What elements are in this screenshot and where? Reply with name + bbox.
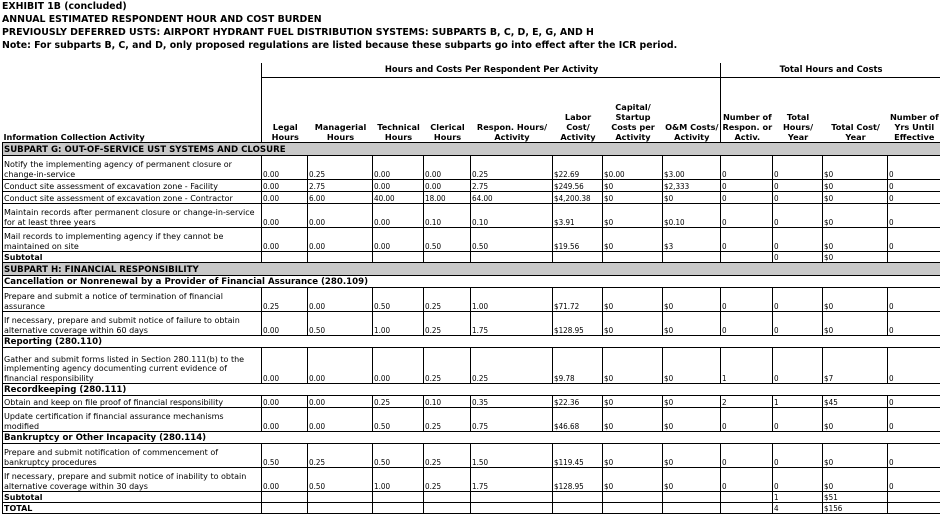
technical-cell: 0.50: [373, 408, 424, 432]
activity-cell: Notify the implementing agency of permanent closure or change-in-service: [3, 156, 262, 180]
total-hours-cell: 0: [773, 468, 823, 492]
exhibit-subtitle: ANNUAL ESTIMATED RESPONDENT HOUR AND COST BURDEN: [2, 14, 322, 25]
total-cost-cell: $0: [823, 180, 888, 192]
total-cost-cell: $156: [823, 503, 888, 514]
respon-hours-cell: 0.35: [471, 396, 553, 408]
exhibit-scope: PREVIOUSLY DEFERRED USTS: AIRPORT HYDRANT FUEL DISTRIBUTION SYSTEMS: SUBPARTS B, C, D, E, G, AND H: [2, 27, 594, 38]
num-yrs-cell: [888, 492, 940, 503]
respon-hours-cell: 64.00: [471, 192, 553, 204]
technical-cell: 40.00: [373, 192, 424, 204]
managerial-cell: 0.00: [308, 396, 373, 408]
activity-cell: Update certification if financial assurance mechanisms modified: [3, 408, 262, 432]
exhibit-title: EXHIBIT 1B (concluded): [2, 1, 127, 12]
om-cell: $0: [663, 468, 721, 492]
num-yrs-cell: 0: [888, 156, 940, 180]
capital-cell: $0: [603, 408, 663, 432]
total-cost-cell: $0: [823, 156, 888, 180]
labor-cell: $128.95: [553, 468, 603, 492]
capital-cell: $0: [603, 204, 663, 228]
legal-cell: 0.00: [262, 396, 308, 408]
legal-cell: 0.00: [262, 204, 308, 228]
clerical-cell: 0.25: [424, 444, 471, 468]
capital-cell: $0: [603, 348, 663, 384]
burden-table: [2, 63, 940, 514]
managerial-cell: 0.00: [308, 204, 373, 228]
clerical-cell: 0.25: [424, 468, 471, 492]
col-header-capital: Capital/ Startup Costs per Activity: [611, 102, 655, 142]
managerial-cell: 0.00: [308, 408, 373, 432]
activity-cell: Mail records to implementing agency if they cannot be maintained on site: [3, 228, 262, 252]
section-label: SUBPART H: FINANCIAL RESPONSIBILITY: [3, 263, 940, 276]
group-header-row: [3, 63, 940, 78]
managerial-cell: [308, 492, 373, 503]
num-respon-cell: 0: [721, 288, 773, 312]
group-header-row: [3, 276, 940, 288]
clerical-cell: [424, 492, 471, 503]
technical-cell: 0.00: [373, 156, 424, 180]
capital-cell: $0: [603, 180, 663, 192]
capital-cell: $0: [603, 312, 663, 336]
clerical-cell: 0.25: [424, 408, 471, 432]
legal-cell: 0.00: [262, 468, 308, 492]
legal-cell: 0.00: [262, 228, 308, 252]
table-row: [3, 348, 940, 384]
om-cell: $0: [663, 408, 721, 432]
group-label: Reporting (280.110): [3, 336, 940, 348]
total-hours-cell: 1: [773, 492, 823, 503]
num-respon-cell: 0: [721, 228, 773, 252]
col-header-technical: Technical Hours: [377, 122, 420, 142]
activity-cell: Conduct site assessment of excavation zone - Contractor: [3, 192, 262, 204]
total-hours-cell: 0: [773, 288, 823, 312]
column-header-row: [3, 78, 940, 143]
technical-cell: 0.00: [373, 228, 424, 252]
om-cell: $0.10: [663, 204, 721, 228]
technical-cell: 1.00: [373, 468, 424, 492]
clerical-cell: 0.25: [424, 312, 471, 336]
num-yrs-cell: 0: [888, 468, 940, 492]
managerial-cell: 2.75: [308, 180, 373, 192]
total-cost-cell: $45: [823, 396, 888, 408]
labor-cell: $71.72: [553, 288, 603, 312]
clerical-cell: [424, 503, 471, 514]
table-row: [3, 156, 940, 180]
legal-cell: 0.00: [262, 312, 308, 336]
activity-cell: Subtotal: [3, 252, 262, 263]
respon-hours-cell: [471, 503, 553, 514]
total-cost-cell: $0: [823, 408, 888, 432]
managerial-cell: 0.50: [308, 468, 373, 492]
num-yrs-cell: [888, 503, 940, 514]
table-row: [3, 444, 940, 468]
om-cell: $0: [663, 192, 721, 204]
total-cost-cell: $0: [823, 312, 888, 336]
clerical-cell: 0.10: [424, 396, 471, 408]
num-respon-cell: 0: [721, 192, 773, 204]
labor-cell: $128.95: [553, 312, 603, 336]
col-header-activity: Information Collection Activity: [3, 132, 145, 142]
total-hours-cell: 0: [773, 228, 823, 252]
activity-cell: TOTAL: [3, 503, 262, 514]
group-header-per-respondent: Hours and Costs Per Respondent Per Activity: [262, 63, 721, 78]
exhibit-note: Note: For subparts B, C, and D, only proposed regulations are listed because these subparts go into effect after the ICR period.: [2, 40, 678, 51]
total-hours-cell: 4: [773, 503, 823, 514]
respon-hours-cell: 1.50: [471, 444, 553, 468]
technical-cell: 0.00: [373, 348, 424, 384]
num-respon-cell: [721, 492, 773, 503]
group-label: Cancellation or Nonrenewal by a Provider of Financial Assurance (280.109): [3, 276, 940, 288]
capital-cell: [603, 252, 663, 263]
managerial-cell: 6.00: [308, 192, 373, 204]
total-cost-cell: $7: [823, 348, 888, 384]
table-row: [3, 408, 940, 432]
om-cell: [663, 252, 721, 263]
managerial-cell: 0.00: [308, 228, 373, 252]
total-cost-cell: $0: [823, 288, 888, 312]
labor-cell: $9.78: [553, 348, 603, 384]
respon-hours-cell: 1.00: [471, 288, 553, 312]
table-row: [3, 396, 940, 408]
total-cost-cell: $0: [823, 444, 888, 468]
labor-cell: $3.91: [553, 204, 603, 228]
clerical-cell: 18.00: [424, 192, 471, 204]
technical-cell: 0.00: [373, 204, 424, 228]
technical-cell: 0.00: [373, 180, 424, 192]
col-header-managerial: Managerial Hours: [314, 122, 367, 142]
labor-cell: [553, 503, 603, 514]
num-yrs-cell: 0: [888, 444, 940, 468]
activity-cell: If necessary, prepare and submit notice of inability to obtain alternative coverage within 30 days: [3, 468, 262, 492]
num-yrs-cell: 0: [888, 204, 940, 228]
table-row: [3, 204, 940, 228]
legal-cell: 0.00: [262, 156, 308, 180]
clerical-cell: 0.10: [424, 204, 471, 228]
num-respon-cell: 0: [721, 468, 773, 492]
col-header-total-cost: Total Cost/ Year: [831, 122, 880, 142]
group-header-row: [3, 432, 940, 444]
num-respon-cell: 1: [721, 348, 773, 384]
total-hours-cell: 0: [773, 444, 823, 468]
num-respon-cell: 0: [721, 312, 773, 336]
num-respon-cell: 0: [721, 180, 773, 192]
subtotal-row: [3, 492, 940, 503]
labor-cell: [553, 492, 603, 503]
total-hours-cell: 0: [773, 408, 823, 432]
num-respon-cell: 0: [721, 408, 773, 432]
respon-hours-cell: 0.25: [471, 156, 553, 180]
managerial-cell: [308, 252, 373, 263]
section-header-row: [3, 263, 940, 276]
technical-cell: 0.50: [373, 288, 424, 312]
activity-cell: Obtain and keep on file proof of financial responsibility: [3, 396, 262, 408]
labor-cell: $119.45: [553, 444, 603, 468]
total-hours-cell: 0: [773, 156, 823, 180]
technical-cell: [373, 503, 424, 514]
clerical-cell: 0.00: [424, 156, 471, 180]
col-header-om: O&M Costs/ Activity: [665, 122, 719, 142]
respon-hours-cell: 0.10: [471, 204, 553, 228]
num-yrs-cell: 0: [888, 288, 940, 312]
labor-cell: [553, 252, 603, 263]
managerial-cell: [308, 503, 373, 514]
managerial-cell: 0.00: [308, 288, 373, 312]
legal-cell: 0.25: [262, 288, 308, 312]
managerial-cell: 0.25: [308, 444, 373, 468]
respon-hours-cell: 1.75: [471, 468, 553, 492]
respon-hours-cell: [471, 252, 553, 263]
total-hours-cell: 0: [773, 312, 823, 336]
legal-cell: 0.00: [262, 408, 308, 432]
clerical-cell: 0.00: [424, 180, 471, 192]
technical-cell: 0.25: [373, 396, 424, 408]
total-cost-cell: $0: [823, 192, 888, 204]
managerial-cell: 0.25: [308, 156, 373, 180]
activity-cell: Gather and submit forms listed in Section 280.111(b) to the implementing agency documenting current evidence of financial responsibility: [3, 348, 262, 384]
table-row: [3, 180, 940, 192]
num-yrs-cell: 0: [888, 396, 940, 408]
total-cost-cell: $0: [823, 468, 888, 492]
legal-cell: 0.00: [262, 180, 308, 192]
labor-cell: $22.36: [553, 396, 603, 408]
activity-cell: Conduct site assessment of excavation zone - Facility: [3, 180, 262, 192]
table-row: [3, 468, 940, 492]
num-respon-cell: 0: [721, 204, 773, 228]
num-respon-cell: 0: [721, 156, 773, 180]
capital-cell: $0: [603, 192, 663, 204]
om-cell: $3: [663, 228, 721, 252]
col-header-num-yrs: Number of Yrs Until Effective: [888, 78, 940, 143]
legal-cell: [262, 492, 308, 503]
activity-cell: Prepare and submit notification of commencement of bankruptcy procedures: [3, 444, 262, 468]
om-cell: $0: [663, 312, 721, 336]
legal-cell: [262, 503, 308, 514]
num-yrs-cell: 0: [888, 228, 940, 252]
total-cost-cell: $51: [823, 492, 888, 503]
respon-hours-cell: 0.50: [471, 228, 553, 252]
num-yrs-cell: [888, 252, 940, 263]
col-header-labor: Labor Cost/ Activity: [560, 112, 596, 142]
respon-hours-cell: 1.75: [471, 312, 553, 336]
group-label: Bankruptcy or Other Incapacity (280.114): [3, 432, 940, 444]
capital-cell: $0: [603, 288, 663, 312]
capital-cell: $0: [603, 228, 663, 252]
labor-cell: $4,200.38: [553, 192, 603, 204]
total-hours-cell: 0: [773, 348, 823, 384]
group-header-row: [3, 336, 940, 348]
num-respon-cell: 0: [721, 444, 773, 468]
om-cell: $0: [663, 396, 721, 408]
respon-hours-cell: 0.75: [471, 408, 553, 432]
col-header-legal: Legal Hours: [262, 78, 308, 143]
group-header-totals: Total Hours and Costs: [721, 63, 940, 78]
table-row: [3, 288, 940, 312]
legal-cell: 0.00: [262, 348, 308, 384]
om-cell: $0: [663, 444, 721, 468]
activity-cell: Subtotal: [3, 492, 262, 503]
table-row: [3, 192, 940, 204]
technical-cell: 0.50: [373, 444, 424, 468]
total-cost-cell: $0: [823, 204, 888, 228]
om-cell: $0: [663, 288, 721, 312]
clerical-cell: [424, 252, 471, 263]
col-header-clerical: Clerical Hours: [430, 122, 465, 142]
respon-hours-cell: [471, 492, 553, 503]
total-hours-cell: 0: [773, 180, 823, 192]
om-cell: $3.00: [663, 156, 721, 180]
num-yrs-cell: 0: [888, 180, 940, 192]
legal-cell: [262, 252, 308, 263]
group-header-row: [3, 384, 940, 396]
total-hours-cell: 0: [773, 192, 823, 204]
technical-cell: [373, 252, 424, 263]
capital-cell: $0.00: [603, 156, 663, 180]
technical-cell: [373, 492, 424, 503]
table-row: [3, 312, 940, 336]
col-header-num-respon: Number of Respon. or Activ.: [721, 78, 773, 143]
managerial-cell: 0.50: [308, 312, 373, 336]
om-cell: $0: [663, 348, 721, 384]
num-yrs-cell: 0: [888, 192, 940, 204]
group-label: Recordkeeping (280.111): [3, 384, 940, 396]
subtotal-row: [3, 252, 940, 263]
total-cost-cell: $0: [823, 252, 888, 263]
capital-cell: $0: [603, 396, 663, 408]
labor-cell: $249.56: [553, 180, 603, 192]
total-hours-cell: 1: [773, 396, 823, 408]
labor-cell: $22.69: [553, 156, 603, 180]
clerical-cell: 0.25: [424, 348, 471, 384]
capital-cell: [603, 492, 663, 503]
om-cell: [663, 492, 721, 503]
total-hours-cell: 0: [773, 204, 823, 228]
clerical-cell: 0.25: [424, 288, 471, 312]
activity-cell: If necessary, prepare and submit notice of failure to obtain alternative coverage within 60 days: [3, 312, 262, 336]
capital-cell: $0: [603, 468, 663, 492]
respon-hours-cell: 2.75: [471, 180, 553, 192]
om-cell: $2,333: [663, 180, 721, 192]
technical-cell: 1.00: [373, 312, 424, 336]
om-cell: [663, 503, 721, 514]
legal-cell: 0.50: [262, 444, 308, 468]
activity-cell: Maintain records after permanent closure or change-in-service for at least three years: [3, 204, 262, 228]
num-respon-cell: 2: [721, 396, 773, 408]
num-respon-cell: [721, 252, 773, 263]
section-label: SUBPART G: OUT-OF-SERVICE UST SYSTEMS AND CLOSURE: [3, 143, 940, 156]
section-header-row: [3, 143, 940, 156]
num-yrs-cell: 0: [888, 408, 940, 432]
labor-cell: $19.56: [553, 228, 603, 252]
labor-cell: $46.68: [553, 408, 603, 432]
total-cost-cell: $0: [823, 228, 888, 252]
respon-hours-cell: 0.25: [471, 348, 553, 384]
col-header-total-hours: Total Hours/ Year: [782, 112, 814, 142]
activity-cell: Prepare and submit a notice of termination of financial assurance: [3, 288, 262, 312]
num-respon-cell: [721, 503, 773, 514]
total-hours-cell: 0: [773, 252, 823, 263]
clerical-cell: 0.50: [424, 228, 471, 252]
num-yrs-cell: 0: [888, 312, 940, 336]
capital-cell: [603, 503, 663, 514]
table-row: [3, 228, 940, 252]
capital-cell: $0: [603, 444, 663, 468]
num-yrs-cell: 0: [888, 348, 940, 384]
legal-cell: 0.00: [262, 192, 308, 204]
total-row: [3, 503, 940, 514]
managerial-cell: 0.00: [308, 348, 373, 384]
col-header-respon-hours: Respon. Hours/ Activity: [476, 122, 548, 142]
